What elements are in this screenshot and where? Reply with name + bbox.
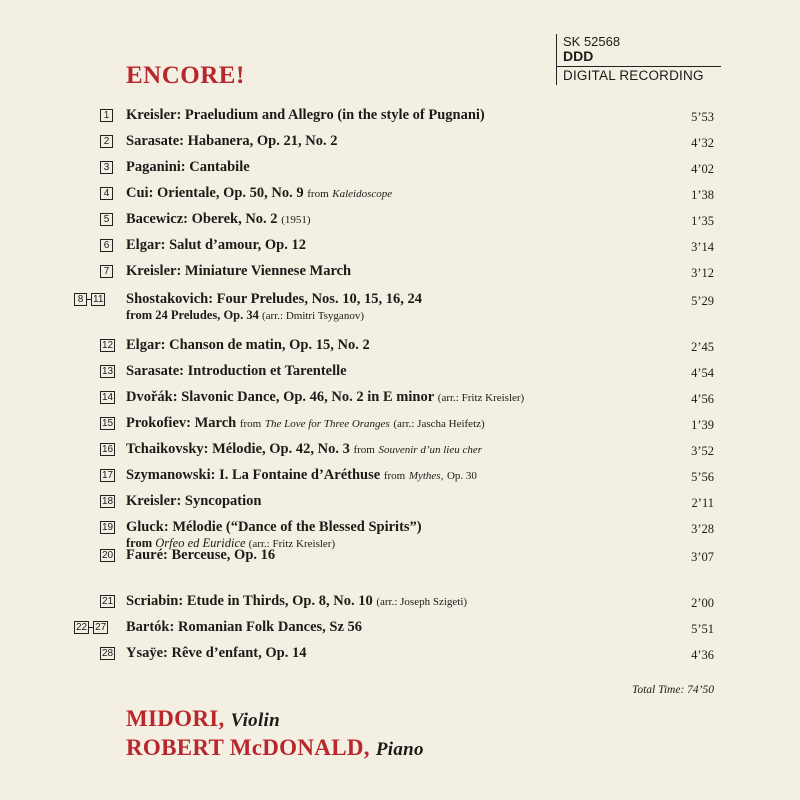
work-title: Chanson de matin, Op. 15, No. 2 [169, 337, 370, 353]
track-duration: 3’14 [691, 240, 714, 254]
track-number-box [100, 161, 113, 174]
track-duration: 4’54 [691, 366, 714, 380]
work-note: (arr.: Joseph Szigeti) [376, 596, 468, 608]
track-number: 28 [102, 648, 114, 659]
track-number-box [100, 109, 113, 122]
performer-violin [126, 706, 280, 732]
track-number: 4 [100, 187, 113, 200]
work-title: Mélodie, Op. 42, No. 3 [212, 441, 350, 457]
track-number: 11 [93, 294, 104, 305]
track-number-box [100, 365, 115, 378]
work-note: from [353, 444, 375, 456]
track-number: 2 [100, 135, 113, 148]
composer: Gluck: [126, 519, 169, 535]
track-title-line [126, 236, 306, 255]
composer: Shostakovich: [126, 291, 214, 307]
track-subtitle-line [126, 308, 364, 324]
track-title-line [126, 618, 362, 637]
track-duration: 3’07 [691, 550, 714, 564]
track-number-box [100, 495, 115, 508]
track-number-box [100, 391, 115, 404]
work-title: Mélodie (“Dance of the Blessed Spirits”) [172, 519, 422, 535]
composer: Fauré: [126, 547, 168, 563]
composer: Kreisler: [126, 493, 182, 509]
track-duration: 4’56 [691, 392, 714, 406]
track-number-box [100, 265, 113, 278]
work-note: from [383, 470, 406, 482]
work-title: Syncopation [184, 493, 262, 509]
track-number: 14 [102, 392, 114, 403]
performer-instrument: Piano [375, 739, 424, 760]
work-title: Habanera, Op. 21, No. 2 [187, 133, 338, 149]
work-source: Mythes, [408, 470, 444, 482]
track-duration: 4’36 [691, 648, 714, 662]
work-note: (1951) [281, 214, 311, 226]
track-number: 15 [102, 418, 114, 429]
composer: Szymanowski: [126, 467, 216, 483]
work-source: Kaleidoscope [332, 188, 393, 200]
work-source: The Love for Three Oranges [264, 418, 390, 430]
track-number-box [100, 417, 115, 430]
track-number: 27 [95, 622, 107, 633]
track-duration: 5’51 [691, 622, 714, 636]
arranger-note: (arr.: Dmitri Tsyganov) [262, 310, 364, 322]
composer: Ysaÿe: [126, 645, 168, 661]
composer: Sarasate: [126, 363, 184, 379]
composer: Prokofiev: [126, 415, 191, 431]
track-duration: 2’00 [691, 596, 714, 610]
composer: Bacewicz: [126, 211, 188, 227]
track-title-line [126, 388, 524, 408]
track-number-box [100, 339, 115, 352]
work-note: (arr.: Fritz Kreisler) [437, 392, 525, 404]
track-number-box [100, 213, 113, 226]
track-title-line [126, 362, 347, 381]
track-title-line [126, 336, 370, 355]
track-number-range [74, 621, 108, 634]
work-note-after: Op. 30 [446, 470, 477, 482]
track-title-line [126, 466, 477, 486]
arranger-note: (arr.: Fritz Kreisler) [248, 538, 336, 550]
composer: Sarasate: [126, 133, 184, 149]
work-title: Cantabile [189, 159, 250, 175]
performer-name: MIDORI, [126, 706, 225, 731]
track-number: 8 [74, 293, 87, 306]
track-duration: 4’32 [691, 136, 714, 150]
track-title-line [126, 184, 392, 204]
track-number: 12 [102, 340, 114, 351]
track-number: 1 [100, 109, 113, 122]
work-title: I. La Fontaine d’Aréthuse [219, 467, 381, 483]
work-note-after: (arr.: Jascha Heifetz) [393, 418, 485, 430]
work-title: Slavonic Dance, Op. 46, No. 2 in E minor [181, 389, 435, 405]
composer: Kreisler: [126, 107, 182, 123]
composer: Tchaikovsky: [126, 441, 209, 457]
track-number-box [100, 187, 113, 200]
track-title-line [126, 106, 485, 125]
performer-instrument: Violin [230, 710, 280, 731]
work-title: Etude in Thirds, Op. 8, No. 10 [186, 593, 373, 609]
track-number: 21 [102, 596, 114, 607]
track-title-line [126, 492, 261, 511]
track-title-line [126, 518, 422, 537]
track-number: 22 [76, 622, 88, 633]
catalog-number: SK 52568 [563, 34, 621, 49]
track-duration: 2’45 [691, 340, 714, 354]
track-number-box [100, 595, 115, 608]
work-title: Salut d’amour, Op. 12 [169, 237, 306, 253]
track-duration: 2’11 [691, 496, 714, 510]
composer: Paganini: [126, 159, 186, 175]
work-title: March [194, 415, 237, 431]
track-duration: 1’39 [691, 418, 714, 432]
track-number: 5 [100, 213, 113, 226]
track-number-box [100, 239, 113, 252]
track-title-line [126, 414, 485, 434]
track-title-line [126, 644, 306, 663]
track-duration: 5’29 [691, 294, 714, 308]
track-number-box [100, 469, 115, 482]
track-number: 3 [100, 161, 113, 174]
composer: Bartók: [126, 619, 175, 635]
work-title: Praeludium and Allegro (in the style of Pugnani) [184, 107, 485, 123]
work-title: Orientale, Op. 50, No. 9 [157, 185, 304, 201]
track-number: 7 [100, 265, 113, 278]
album-title: ENCORE! [126, 62, 245, 89]
work-title: Oberek, No. 2 [191, 211, 278, 227]
track-number-box [100, 443, 115, 456]
work-title: Four Preludes, Nos. 10, 15, 16, 24 [216, 291, 422, 307]
work-title: Introduction et Tarentelle [187, 363, 347, 379]
track-title-line [126, 210, 311, 230]
composer: Scriabin: [126, 593, 184, 609]
track-title-line [126, 440, 482, 460]
track-number: 20 [102, 550, 114, 561]
composer: Elgar: [126, 337, 166, 353]
track-duration: 5’53 [691, 110, 714, 124]
work-note: from [239, 418, 262, 430]
recording-format: DDD [563, 48, 594, 64]
performer-piano [126, 735, 424, 761]
work-title: Romanian Folk Dances, Sz 56 [177, 619, 363, 635]
track-number: 17 [102, 470, 114, 481]
track-number: 13 [102, 366, 114, 377]
recording-type: DIGITAL RECORDING [557, 66, 721, 85]
track-duration: 5’56 [691, 470, 714, 484]
track-number-range [74, 293, 105, 306]
track-number: 16 [102, 444, 114, 455]
work-source-main: from 24 Preludes, Op. 34 [126, 308, 259, 322]
track-duration: 3’28 [691, 522, 714, 536]
composer: Cui: [126, 185, 154, 201]
track-title-line [126, 132, 337, 151]
track-duration: 1’35 [691, 214, 714, 228]
track-title-line [126, 158, 250, 177]
work-note: from [307, 188, 329, 200]
track-number-box [100, 549, 115, 562]
composer: Kreisler: [126, 263, 182, 279]
performer-name: ROBERT McDONALD, [126, 735, 370, 760]
track-number: 18 [102, 496, 114, 507]
track-title-line [126, 592, 467, 612]
track-number-box [100, 647, 115, 660]
track-duration: 1’38 [691, 188, 714, 202]
track-title-line [126, 262, 351, 281]
track-number-box [100, 135, 113, 148]
track-duration: 3’52 [691, 444, 714, 458]
work-title: Berceuse, Op. 16 [171, 547, 276, 563]
track-title-line [126, 290, 422, 309]
track-duration: 4’02 [691, 162, 714, 176]
work-source: Souvenir d’un lieu cher [378, 444, 483, 456]
track-title-line [126, 546, 275, 565]
work-title: Miniature Viennese March [184, 263, 352, 279]
work-source-main: from [126, 536, 153, 550]
track-number: 6 [100, 239, 113, 252]
total-time: Total Time: 74’50 [631, 684, 714, 696]
track-number-box [100, 521, 115, 534]
composer: Elgar: [126, 237, 166, 253]
work-source: Orfeo ed Euridice [155, 536, 246, 550]
track-duration: 3’12 [691, 266, 714, 280]
track-number: 19 [102, 522, 114, 533]
catalog-box [556, 34, 721, 85]
work-title: Rêve d’enfant, Op. 14 [171, 645, 307, 661]
composer: Dvořák: [126, 389, 178, 405]
